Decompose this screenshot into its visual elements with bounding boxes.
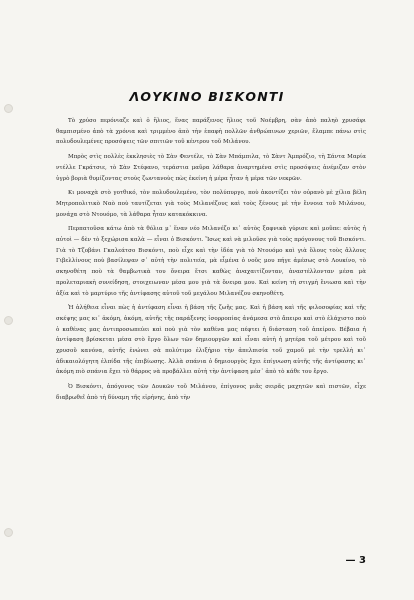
paragraph: Τὸ χρύσο περόνιαζε καὶ ὁ ἥλιος, ἕνας παράξενος ἥλιος τοῦ Νοέμβρη, σὰν ἀπὸ παληὸ χρυσάφι θαμπισμένο ἀπὸ τὰ χρόνια καὶ τριμμένο ἀπὸ τὴν ἐπαφὴ πολλῶν ἀνθρώπινων χεριῶν, ἔλαμπε πάνω στὶς πολυδουλεμένες προσόψεις τῶν σπιτιῶν τοῦ κέντρου τοῦ Μιλάνου. xyxy=(56,118,366,146)
paragraph: Κι μοναχὰ στὸ γοτθικό, τὸν πολυδουλεμένο, τὸν πολύπυργο, ποὺ ἀκοντίζει τὸν οὐρανὸ μὲ χίλια βέλη Μητροπολιτικὸ Ναὸ ποὺ ταυτίζεται γιὰ τοὺς Μιλανέζους καὶ τοὺς ξένους μὲ τὴν ἔννοια τοῦ Μιλάνου, μονάχα στὸ Ντουόμο, τὰ λάθαρα ἦταν κατακόκκινα. xyxy=(56,190,366,218)
article-body xyxy=(56,116,366,408)
punch-hole xyxy=(4,528,13,537)
article-title: ΛΟΥΚΙΝΟ ΒΙΣΚΟΝΤΙ xyxy=(129,89,285,105)
paragraph: Μπρὸς στὶς πολλὲς ἐκκλησιὲς τὸ Σὰν Φεντέλε, τὸ Σὰν Μπάμπιλα, τὸ Σὰντ Ἀμπρόζιο, τὴ Σάντα Μαρία ντέλλε Γκράτσιε, τὸ Σὰν Στέφανο, τεράστια μαῦρα λάθαρα ἀναρτημένα στὶς προσόψεις ἀνέμιζαν στὸν ὑγρὸ βοριὰ θυμίζοντας στοὺς ζωντανοὺς πὼς ἐκείνη ἡ μέρα ἦταν ἡ μέρα τῶν νεκρῶν. xyxy=(56,154,366,182)
punch-hole xyxy=(4,316,13,325)
paragraph: Ἡ ἀλήθεια εἶναι πὼς ἡ ἀντίφαση εἶναι ἡ βάση τῆς ζωῆς μας. Καὶ ἡ βάση καὶ τῆς φιλοσοφίας καὶ τῆς σκέψης μας κι᾿ ἀκόμη, ἀκόμη, αὐτῆς τῆς παράξενης ἰσορροπίας ἀνάμεσα στὸ ἄπειρο καὶ στὸ ἐλάχιστο ποὺ ὁ καθένας μας ἀντιπροσωπεύει καὶ ποὺ γιὰ τὸν καθένα μας πέφτει ἡ διάσταση τοῦ ἀπείρου. Βέβαια ἡ ἀντίφαση βρίσκεται μέσα στὸ ἔργο ὅλων τῶν δημιουργῶν καὶ εἶναι αὐτὴ ἡ μητέρα τοῦ μέτρου καὶ τοῦ χρυσοῦ κανόνα, αὐτῆς ἑνώνει σὰ πολύτιμο ἐλιξήριο τὴν ἀπελπισία τοῦ χαμοῦ μὲ τὴν τρελλὴ κι᾿ ἀδικαιολόγητη ἐλπίδα τῆς ἐπιβίωσης. Ἀλλὰ σπάνια ὁ δημιουργὸς ἔχει ἐπίγνωση αὐτῆς τῆς ἀντίφασης κι᾿ ἀκόμη πιὸ σπάνια ἔχει τὸ θάρρος νὰ προβάλλει αὐτὴ τὴν ἀντίφαση μέσ᾿ ἀπὸ τὸ κάθε του ἔργο. xyxy=(56,305,366,376)
page-number: — 3 xyxy=(345,555,366,566)
paragraph: Ὁ Βισκόντι, ἀπόγονος τῶν Δουκῶν τοῦ Μιλάνου, ἐπίγονος μιᾶς σειρᾶς μαχητῶν καὶ πιστῶν, εἶχε διαβρωθεῖ ἀπὸ τὴ δύναμη τῆς εἰρήνης, ἀπὸ τὴν xyxy=(56,384,366,401)
punch-hole xyxy=(4,104,13,113)
paragraph: Περπατοῦσα κάτω ἀπὸ τὰ θόλια μ᾿ ἕναν νέο Μιλανέζο κι᾿ αὐτὸς ξαφνικὰ γύρισε καὶ μοῦπε: αὐτὸς ἡ αὐτοὶ — δὲν τὸ ξεχώρισα καλὰ — εἶναι ὁ Βισκόντι. Ἴσως καὶ νὰ μιλοῦσε γιὰ τοὺς πρόγονους τοῦ Βισκόντι. Γιὰ τὸ Τζοβάνι Γκαλεάτσο Βισκόντι, ποὺ εἶχε καὶ τὴν ἰδέα γιὰ τὸ Ντουόμο καὶ γιὰ ὅλους τοὺς ἄλλους Γιβελλίνους ποὺ βασίλεψαν σ᾿ αὐτὴ τὴν πολιτεία, μὰ εἶμένα ὁ νοῦς μου πήγε ἀμέσως στὸ Λουκίνο, τὸ σκηνοθέτη ποὺ τὰ θαμβωτικὰ του ὄνειρα ἔτσι καθὼς ἀναχαιτίζονταν, ἀναστέλλονταν μέσα μὰ προλεταριακὴ συνείδηση, στοιχειωναν μέσα μου γιὰ τὰ ὄνειρα μου. Καὶ κείνη τὴ στιγμὴ ἔνιωσα καὶ τὴν ἀξία καὶ τὸ μαρτύριο τῆς ἀντίφασης αὐτοῦ τοῦ μεγάλου Μιλανέζου σκηνοθέτη. xyxy=(56,226,366,297)
